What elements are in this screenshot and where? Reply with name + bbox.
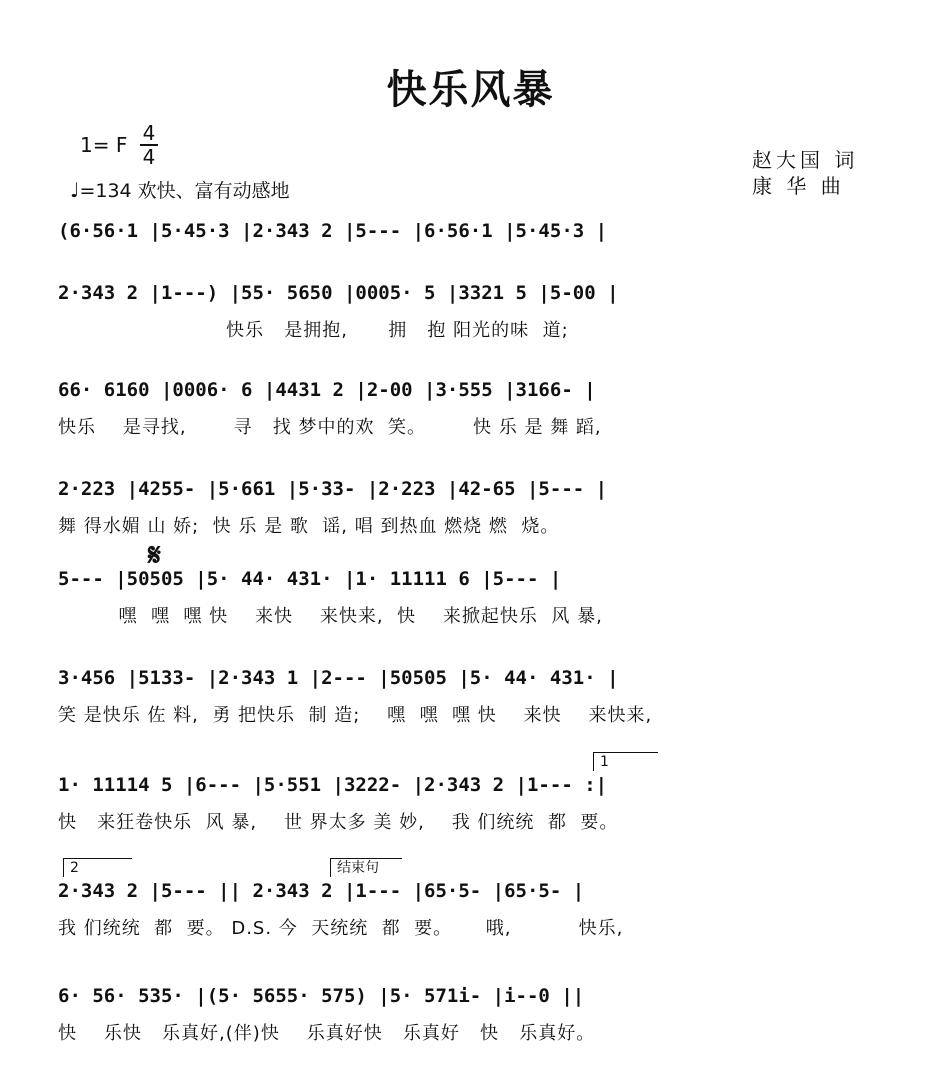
meter-bottom: 4: [140, 144, 158, 168]
lyrics-line: 舞 得水媚 山 娇; 快 乐 是 歌 谣, 唱 到热血 燃烧 燃 烧。: [58, 516, 560, 537]
lyrics-line: 笑 是快乐 佐 料, 勇 把快乐 制 造; 嘿 嘿 嘿 快 来快 来快来,: [58, 705, 653, 726]
lyrics-line: 嘿 嘿 嘿 快 来快 来快来, 快 来掀起快乐 风 暴,: [58, 606, 603, 627]
meter-top: 4: [142, 121, 156, 145]
notes-line: 1· 11114 5 |6--- |5·551 |3222- |2·343 2 |1--- :|: [58, 774, 608, 796]
quarter-note-icon: ♩: [70, 178, 80, 202]
lyricist-credit: 赵大国 词: [752, 148, 859, 172]
volta-1-label: 1: [600, 754, 609, 770]
tempo-marking: [70, 176, 290, 203]
notes-line: 5--- |50505 |5· 44· 431· |1· 11111 6 |5--- |: [58, 568, 562, 590]
notes-line: 3·456 |5133- |2·343 1 |2--- |50505 |5· 44· 431· |: [58, 667, 619, 689]
notes-line: 2·343 2 |5--- || 2·343 2 |1--- |65·5- |65·5- |: [58, 880, 585, 902]
notes-line: (6·56·1 |5·45·3 |2·343 2 |5--- |6·56·1 |5·45·3 |: [58, 220, 608, 242]
ending-label: 结束句: [337, 860, 379, 876]
lyrics-line: 快 来狂卷快乐 风 暴, 世 界太多 美 妙, 我 们统统 都 要。: [58, 812, 619, 833]
notes-line: 2·223 |4255- |5·661 |5·33- |2·223 |42-65 |5--- |: [58, 478, 608, 500]
time-signature: [140, 122, 158, 168]
tempo-text: =134 欢快、富有动感地: [79, 180, 290, 202]
composer-credit: 康 华 曲: [752, 174, 845, 198]
lyrics-line: 我 们统统 都 要。 D.S. 今 天统统 都 要。 哦, 快乐,: [58, 918, 624, 939]
song-title: 快乐风暴: [386, 67, 555, 113]
volta-2-label: 2: [70, 860, 79, 876]
notes-line: 2·343 2 |1---) |55· 5650 |0005· 5 |3321 5 |5-00 |: [58, 282, 619, 304]
lyrics-line: 快乐 是拥抱, 拥 抱 阳光的味 道;: [58, 320, 569, 341]
lyrics-line: 快 乐快 乐真好,(伴)快 乐真好快 乐真好 快 乐真好。: [58, 1023, 596, 1044]
key-signature: 1= F: [80, 133, 128, 157]
segno-icon: 𝄋: [148, 538, 161, 573]
notes-line: 6· 56· 535· |(5· 5655· 575) |5· 571i- |i--0 ||: [58, 985, 585, 1007]
lyrics-line: 快乐 是寻找, 寻 找 梦中的欢 笑。 快 乐 是 舞 蹈,: [58, 417, 602, 438]
notes-line: 66· 6160 |0006· 6 |4431 2 |2-00 |3·555 |3166- |: [58, 379, 596, 401]
